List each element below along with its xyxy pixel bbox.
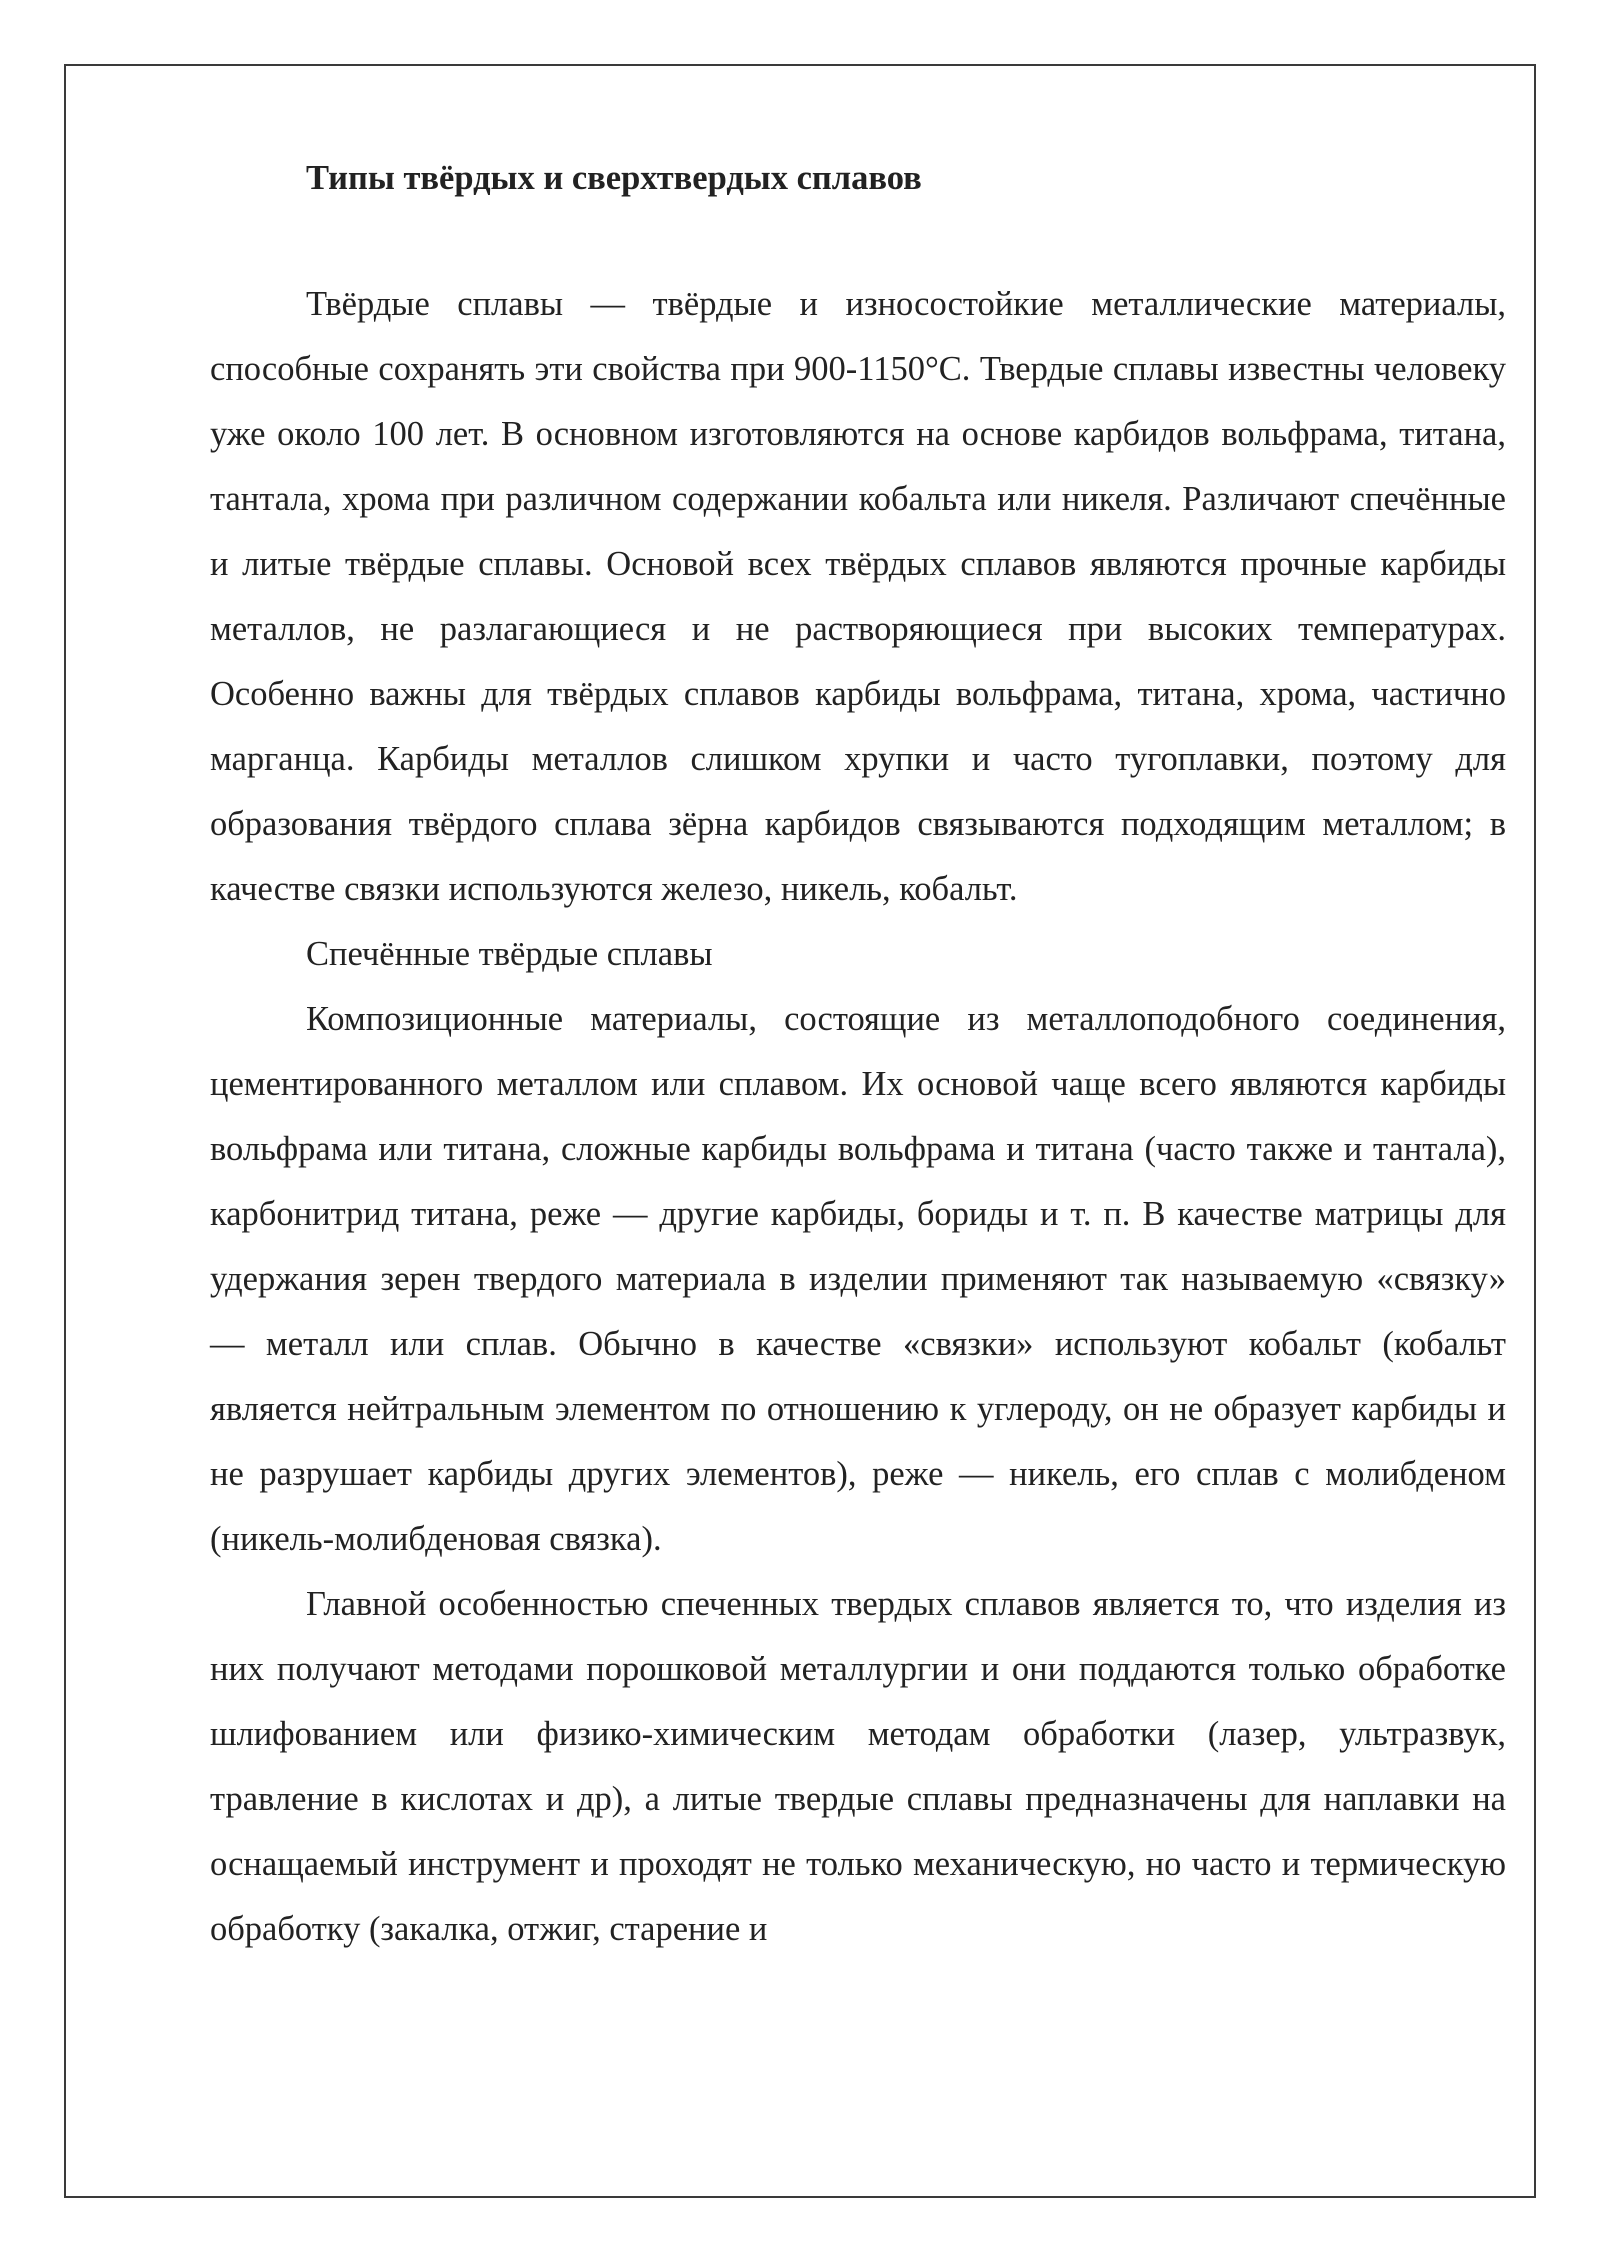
paragraph-composite-materials: Композиционные материалы, состоящие из металлоподобного соединения, цементированного металлом или сплавом. Их основой чаще всего являются карбиды вольфрама или титана, сложные карбиды вольфрама и титана (часто также и тантала), карбонитрид титана, реже — другие карбиды, бориды и т. п. В качестве матрицы для удержания зерен твердого материала в изделии применяют так называемую «связку» — металл или сплав. Обычно в качестве «связки» используют кобальт (кобальт является нейтральным элементом по отношению к углероду, он не образует карбиды и не разрушает карбиды других элементов), реже — никель, его сплав с молибденом (никель-молибденовая связка).	[210, 1000, 1506, 1558]
paragraph-subheading-sintered: Спечённые твёрдые сплавы	[306, 935, 713, 973]
paragraph-main-feature: Главной особенностью спеченных твердых сплавов является то, что изделия из них получают методами порошковой металлургии и они поддаются только обработке шлифованием или физико-химическим методам обработки (лазер, ультразвук, травление в кислотах и др), а литые твердые сплавы предназначены для наплавки на оснащаемый инструмент и проходят не только механическую, но часто и термическую обработку (закалка, отжиг, старение и	[210, 1585, 1506, 1948]
document-title: Типы твёрдых и сверхтвердых сплавов	[306, 159, 922, 197]
document-body	[210, 148, 1506, 1962]
paragraph-intro: Твёрдые сплавы — твёрдые и износостойкие металлические материалы, способные сохранять эти свойства при 900-1150°С. Твердые сплавы известны человеку уже около 100 лет. В основном изготовляются на основе карбидов вольфрама, титана, тантала, хрома при различном содержании кобальта или никеля. Различают спечённые и литые твёрдые сплавы. Основой всех твёрдых сплавов являются прочные карбиды металлов, не разлагающиеся и не растворяющиеся при высоких температурах. Особенно важны для твёрдых сплавов карбиды вольфрама, титана, хрома, частично марганца. Карбиды металлов слишком хрупки и часто тугоплавки, поэтому для образования твёрдого сплава зёрна карбидов связываются подходящим металлом; в качестве связки используются железо, никель, кобальт.	[210, 285, 1506, 908]
